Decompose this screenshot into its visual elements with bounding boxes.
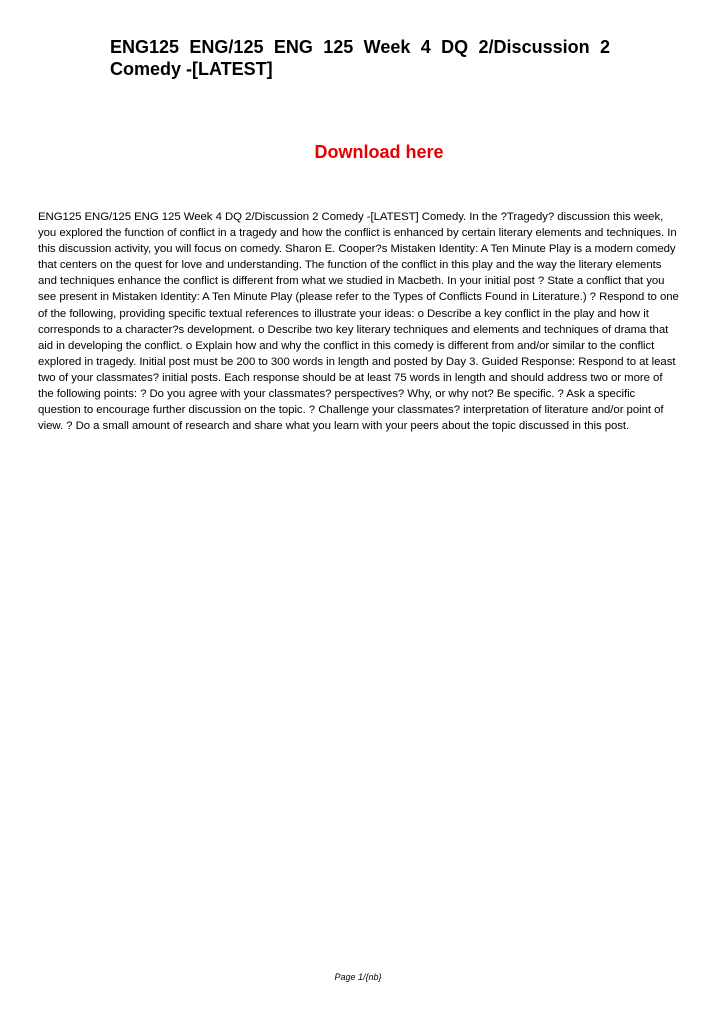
page-number-footer: Page 1/{nb} (334, 972, 382, 982)
download-link[interactable]: Download here (314, 142, 444, 162)
document-body-text: ENG125 ENG/125 ENG 125 Week 4 DQ 2/Discussion 2 Comedy -[LATEST] Comedy. In the ?Tragedy? discussion this week, you explored the function of conflict in a tragedy and how the conflict is enhanced by certain literary elements and techniques. In this discussion activity, you will focus on comedy. Sharon E. Cooper?s Mistaken Identity: A Ten Minute Play is a modern comedy that centers on the quest for love and understanding. The function of the conflict in this play and the way the literary elements and techniques enhance the conflict is different from what we studied in Macbeth. In your initial post ? State a conflict that you see present in Mistaken Identity: A Ten Minute Play (please refer to the Types of Conflicts Found in Literature.) ? Respond to one of the following, providing specific textual references to illustrate your ideas: o Describe a key conflict in the play and how it corresponds to a character?s development. o Describe two key literary techniques and elements and techniques of drama that aid in developing the conflict. o Explain how and why the conflict in this comedy is different from and/or similar to the conflict explored in tragedy. Initial post must be 200 to 300 words in length and posted by Day 3. Guided Response: Respond to at least two of your classmates? initial posts. Each response should be at least 75 words in length and should address two or more of the following points: ? Do you agree with your classmates? perspectives? Why, or why not? Be specific. ? Ask a specific question to encourage further discussion on the topic. ? Challenge your classmates? interpretation of literature and/or point of view. ? Do a small amount of research and share what you learn with your peers about the topic discussed in this post. (38, 211, 679, 433)
document-title: ENG125 ENG/125 ENG 125 Week 4 DQ 2/Discussion 2 Comedy -[LATEST] (110, 37, 610, 79)
